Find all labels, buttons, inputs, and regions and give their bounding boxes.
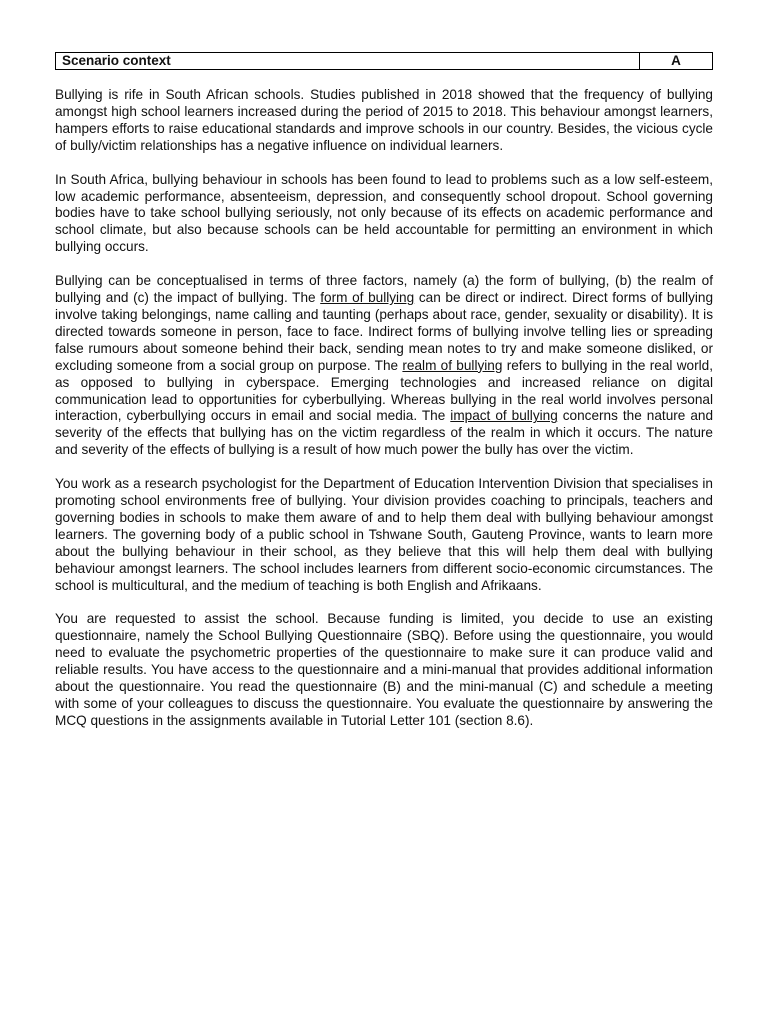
paragraph-3-text-3: refers to bullying in the real world, as opposed to bullying in cyberspace. Emerging technologies and increased reliance on digital communication lead to opportunities for cyberbullying. Whereas bullying in the real world involves personal interaction, cyberbullying occurs in email and social media. The <box>55 357 713 424</box>
scenario-label: A <box>640 53 713 70</box>
paragraph-5: You are requested to assist the school. Because funding is limited, you decide to use an existing questionnaire, namely the School Bullying Questionnaire (SBQ). Before using the questionnaire, you would need to evaluate the psychometric properties of the questionnaire to make sure it can produce valid and reliable results. You have access to the questionnaire and a mini-manual that provides additional information about the questionnaire. You read the questionnaire (B) and the mini-manual (C) and schedule a meeting with some of your colleagues to discuss the questionnaire. You evaluate the questionnaire by answering the MCQ questions in the assignments available in Tutorial Letter 101 (section 8.6). <box>55 611 713 728</box>
term-realm-of-bullying: realm of bullying <box>402 357 503 373</box>
document-page <box>55 52 713 747</box>
paragraph-3 <box>55 273 713 459</box>
scenario-header-table <box>55 52 713 70</box>
scenario-title: Scenario context <box>56 53 640 70</box>
document-body <box>55 87 713 730</box>
paragraph-4: You work as a research psychologist for the Department of Education Intervention Division that specialises in promoting school environments free of bullying. Your division provides coaching to principals, teachers and governing bodies in schools to make them aware of and to help them deal with bullying behaviour amongst learners. The governing body of a public school in Tshwane South, Gauteng Province, wants to learn more about the bullying behaviour in their school, as they believe that this will help them deal with bullying behaviour amongst learners. The school includes learners from different socio-economic circumstances. The school is multicultural, and the medium of teaching is both English and Afrikaans. <box>55 476 713 593</box>
header-row <box>56 53 713 70</box>
paragraph-2: In South Africa, bullying behaviour in schools has been found to lead to problems such as a low self-esteem, low academic performance, absenteeism, depression, and consequently school dropout. School governing bodies have to take school bullying seriously, not only because of its effects on academic performance and school climate, but also because schools can be held accountable for permitting an environment in which bullying occurs. <box>55 171 713 255</box>
term-form-of-bullying: form of bullying <box>320 290 415 306</box>
paragraph-3-text-4: concerns the nature and severity of the effects that bullying has on the victim regardless of the realm in which it occurs. The nature and severity of the effects of bullying is a result of how much power the bully has over the victim. <box>55 408 714 458</box>
paragraph-1: Bullying is rife in South African schools. Studies published in 2018 showed that the frequency of bullying amongst high school learners increased during the period of 2015 to 2018. This behaviour amongst learners, hampers efforts to raise educational standards and improve schools in our country. Besides, the vicious cycle of bully/victim relationships has a negative influence on individual learners. <box>55 87 713 153</box>
paragraph-3-text-2: can be direct or indirect. Direct forms of bullying involve taking belongings, name calling and taunting (perhaps about race, gender, sexuality or disability). It is directed towards someone in person, face to face. Indirect forms of bullying involve telling lies or spreading false rumours about someone behind their back, sending mean notes to try and make someone disliked, or excluding someone from a social group on purpose. The <box>55 290 714 373</box>
term-impact-of-bullying: impact of bullying <box>450 408 558 424</box>
paragraph-3-text-1: Bullying can be conceptualised in terms of three factors, namely (a) the form of bullying, (b) the realm of bullying and (c) the impact of bullying. The <box>55 273 713 306</box>
